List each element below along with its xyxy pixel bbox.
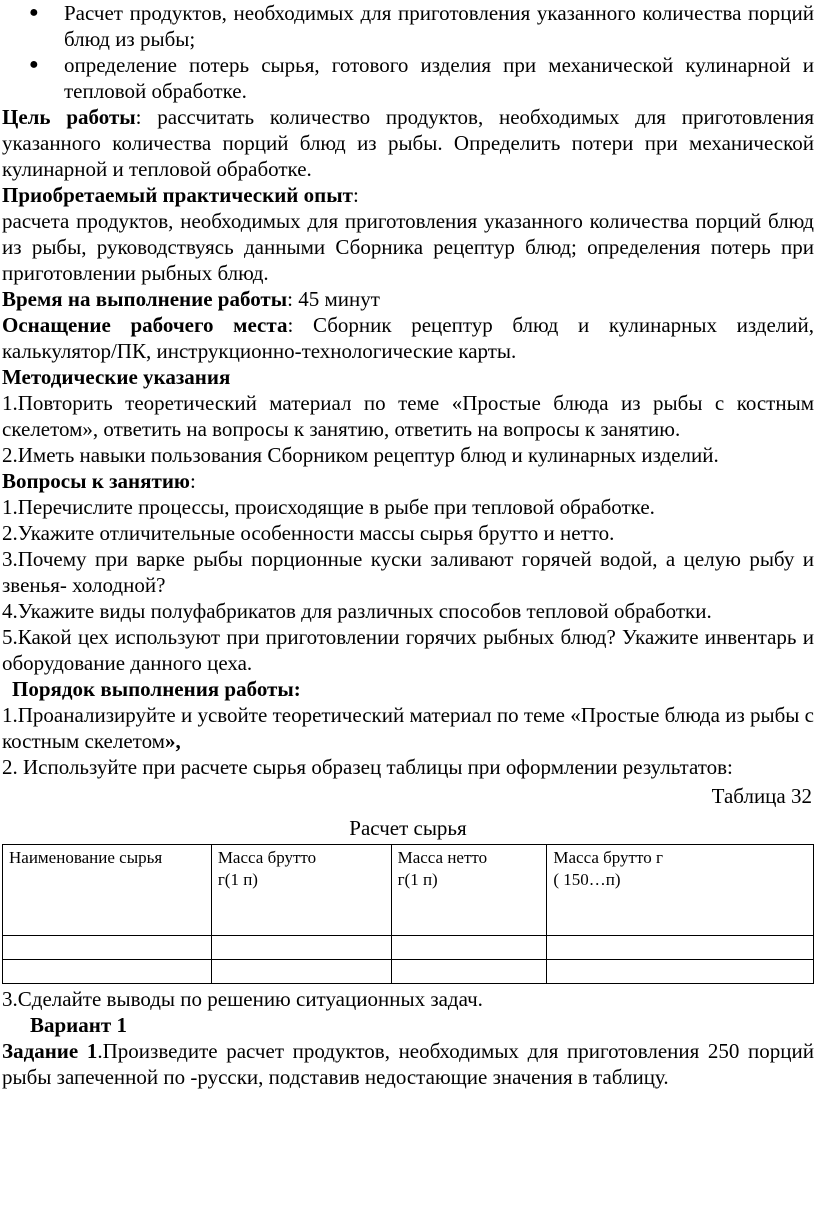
variant-heading: Вариант 1 bbox=[30, 1013, 127, 1037]
bullet-item: ● Расчет продуктов, необходимых для приготовления указанного количества порций блюд из рыбы; bbox=[29, 1, 814, 51]
question-item: 3.Почему при варке рыбы порционные куски заливают горячей водой, а целую рыбу и звенья- холодной? bbox=[2, 547, 814, 597]
question-item: 4.Укажите виды полуфабрикатов для различных способов тепловой обработки. bbox=[2, 599, 712, 623]
procedure-step: 2. Используйте при расчете сырья образец таблицы при оформлении результатов: bbox=[2, 755, 733, 779]
bullet-icon: ● bbox=[29, 4, 39, 21]
table-cell[interactable] bbox=[3, 960, 212, 984]
methods-item: 2.Иметь навыки пользования Сборником рецептур блюд и кулинарных изделий. bbox=[2, 443, 719, 467]
table-cell[interactable] bbox=[211, 960, 391, 984]
raw-materials-table bbox=[2, 844, 814, 984]
table-header-row bbox=[3, 845, 814, 936]
table-cell[interactable] bbox=[391, 936, 547, 960]
table-number: Таблица 32 bbox=[711, 784, 812, 808]
questions-heading: Вопросы к занятию: bbox=[2, 469, 196, 493]
table-cell[interactable] bbox=[547, 960, 814, 984]
bullet-item: ● определение потерь сырья, готового изделия при механической кулинарной и тепловой обработке. bbox=[29, 53, 814, 103]
table-cell[interactable] bbox=[547, 936, 814, 960]
procedure-step: 3.Сделайте выводы по решению ситуационных задач. bbox=[2, 987, 483, 1011]
equipment-paragraph: Оснащение рабочего места: Сборник рецептур блюд и кулинарных изделий, калькулятор/ПК, инструкционно-технологические карты. bbox=[2, 313, 815, 363]
experience-heading: Приобретаемый практический опыт: bbox=[2, 183, 359, 207]
table-header-cell: Масса нетто г(1 п) bbox=[391, 845, 547, 936]
methods-item: 1.Повторить теоретический материал по теме «Простые блюда из рыбы с костным скелетом», ответить на вопросы к занятию, ответить на вопросы к занятию. bbox=[2, 391, 814, 441]
table-row bbox=[3, 936, 814, 960]
goal-label: Цель работы bbox=[2, 105, 136, 129]
goal-paragraph bbox=[2, 104, 814, 182]
table-row bbox=[3, 960, 814, 984]
question-item: 5.Какой цех используют при приготовлении горячих рыбных блюд? Укажите инвентарь и оборудование данного цеха. bbox=[2, 625, 814, 675]
time-paragraph: Время на выполнение работы: 45 минут bbox=[2, 287, 380, 311]
task-paragraph: Задание 1.Произведите расчет продуктов, необходимых для приготовления 250 порций рыбы запеченной по -русски, подставив недостающие значения в таблицу. bbox=[2, 1039, 815, 1089]
table-cell[interactable] bbox=[391, 960, 547, 984]
methods-heading: Методические указания bbox=[2, 365, 231, 389]
table-cell[interactable] bbox=[3, 936, 212, 960]
table-caption: Расчет сырья bbox=[349, 816, 467, 840]
goal-text: : рассчитать количество продуктов, необходимых для приготовления указанного количества порций блюд из рыбы. Определить потери при механической кулинарной и тепловой обработке. bbox=[2, 105, 814, 181]
table-header-cell: Масса брутто г(1 п) bbox=[211, 845, 391, 936]
procedure-heading: Порядок выполнения работы: bbox=[12, 677, 301, 701]
question-item: 1.Перечислите процессы, происходящие в рыбе при тепловой обработке. bbox=[2, 495, 655, 519]
table-header-cell: Наименование сырья bbox=[3, 845, 212, 936]
bullet-icon: ● bbox=[29, 56, 39, 73]
table-header-cell: Масса брутто г ( 150…п) bbox=[547, 845, 814, 936]
procedure-step: 1.Проанализируйте и усвойте теоретический материал по теме «Простые блюда из рыбы с костным скелетом», bbox=[2, 703, 814, 753]
experience-text: расчета продуктов, необходимых для приготовления указанного количества порций блюд из рыбы, руководствуясь данными Сборника рецептур блюд; определения потерь при приготовлении рыбных блюд. bbox=[2, 209, 814, 285]
table-cell[interactable] bbox=[211, 936, 391, 960]
question-item: 2.Укажите отличительные особенности массы сырья брутто и нетто. bbox=[2, 521, 615, 545]
